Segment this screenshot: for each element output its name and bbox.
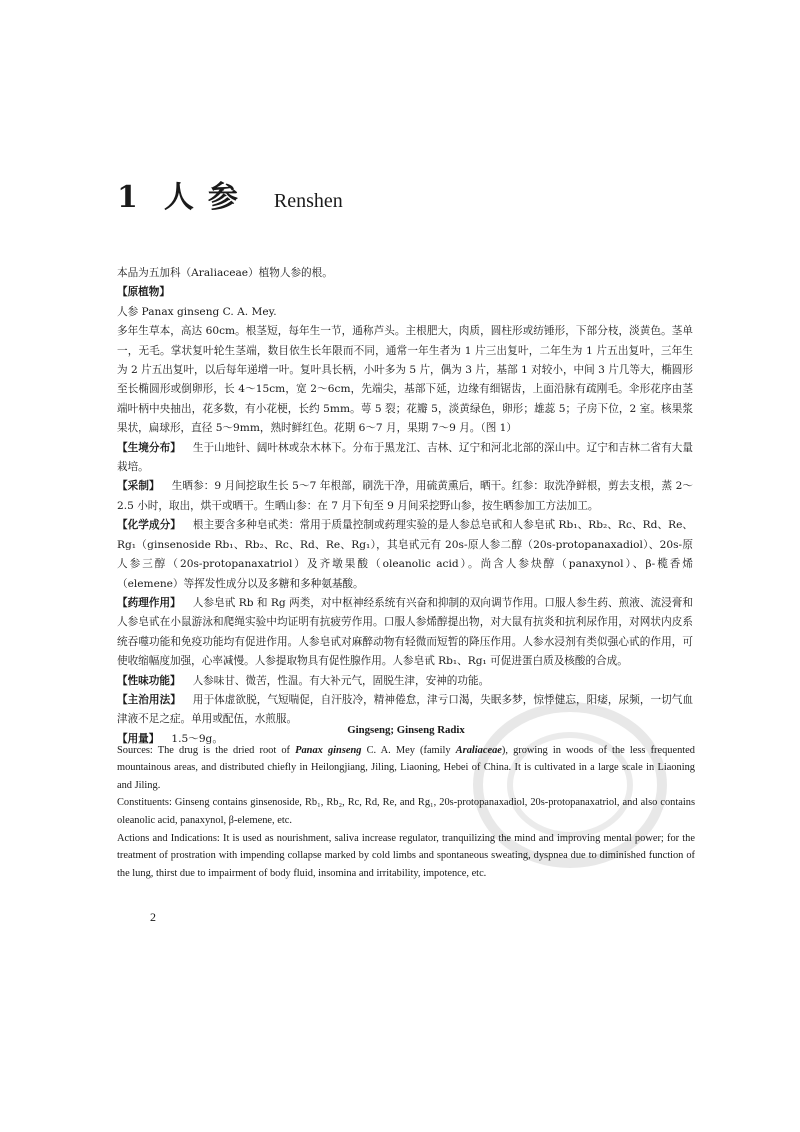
chem-text: 根主要含多种皂甙类：常用于质量控制或药理实验的是人参总皂甙和人参皂甙 Rb₁、Rb₂、Rc、Rd、Re、Rg₁（ginsenoside Rb₁、Rb₂、Rc、Rd、Re、Rg₁），其皂甙元有 20s-原人参二醇（20s-protopanaxadiol）、20s-原人参三醇（20s-protopanaxatriol）及齐墩果酸（oleanolic acid）。尚含人参炔醇（panaxynol）、β-榄香烯（elemene）等挥发性成分以及多糖和多种氨基酸。 (117, 519, 693, 590)
sources-text-post: ), growing in woods of the less frequented mountainous areas, and distributed chiefly in Heilongjiang, Jiling, Liaoning, Hebei of China. It is cultivated in a large scale in Liaoning and Jiling. (117, 744, 695, 791)
english-summary (117, 722, 695, 882)
entry-pinyin-name: Renshen (273, 190, 343, 212)
intro-text: 本品为五加科（Araliaceae）植物人参的根。 (117, 267, 333, 279)
english-constituents (117, 794, 695, 829)
habitat-text: 生于山地针、阔叶林或杂木林下。分布于黑龙江、吉林、辽宁和河北北部的深山中。辽宁和吉林二省有大量栽培。 (117, 441, 694, 474)
chinese-body (117, 264, 693, 749)
sources-text-mid: C. A. Mey (family (361, 744, 456, 756)
section-head-chem: 【化学成分】 (117, 519, 181, 532)
plant-name: 人参 Panax ginseng C. A. Mey. (117, 305, 277, 318)
constituents-label: Constituents: (117, 797, 172, 809)
section-pharm (117, 594, 693, 672)
dose-text: 1.5～9g。 (171, 732, 223, 745)
entry-title (117, 172, 343, 216)
section-head-collect: 【采制】 (117, 480, 160, 493)
section-nature (117, 672, 693, 691)
sources-label: Sources: (117, 744, 153, 756)
english-sources (117, 742, 695, 795)
section-collect (117, 477, 693, 516)
entry-chinese-name: 人参 (163, 180, 252, 215)
sources-text-pre: The drug is the dried root of (152, 744, 296, 756)
section-head-plant: 【原植物】 (117, 286, 170, 299)
english-actions (117, 830, 695, 883)
section-habitat (117, 439, 693, 478)
page-number: 2 (150, 910, 156, 924)
collect-text: 生晒参：9 月间挖取生长 5～7 年根部，刷洗干净，用硫黄熏后，晒干。红参：取洗净鲜根，剪去支根，蒸 2～2.5 小时，取出，烘干或晒干。生晒山参：在 7 月下旬至 9 月间采挖野山参，按生晒参加工方法加工。 (117, 480, 694, 512)
section-head-pharm: 【药理作用】 (117, 596, 181, 609)
pharm-text: 人参皂甙 Rb 和 Rg 两类，对中枢神经系统有兴奋和抑制的双向调节作用。口服人参生药、煎液、流浸膏和人参皂甙在小鼠游泳和爬绳实验中均证明有抗疲劳作用。口服人参烯醇提出物，对大鼠有抗炎和抗利尿作用，对网状内皮系统吞噬功能和免疫功能均有促进作用。人参皂甙对麻醉动物有轻微而短暂的降压作用。人参水浸剂有类似强心甙的作用，可使收缩幅度加强，心率减慢。人参提取物具有促性腺作用。人参皂甙 Rb₁、Rg₁ 可促进蛋白质及核酸的合成。 (117, 596, 694, 668)
actions-label: Actions and Indications: (117, 832, 220, 844)
section-chem (117, 516, 693, 594)
actions-text: It is used as nourishment, saliva increase regulator, tranquilizing the mind and improving mental power; for the treatment of prostration with impending collapse marked by cold limbs and spontaneous sweating, dyspnea due to diminished function of the lung, thirst due to impairment of body fluid, insomina and irritability, impotence, etc. (117, 832, 695, 879)
sources-species: Panax ginseng (295, 744, 362, 756)
nature-text: 人参味甘、微苦，性温。有大补元气，固脱生津，安神的功能。 (192, 674, 490, 687)
section-head-habitat: 【生境分布】 (117, 441, 181, 454)
section-head-nature: 【性味功能】 (117, 674, 181, 687)
entry-number: 1 (117, 180, 138, 215)
constituents-text: Ginseng contains ginsenoside, Rb₁, Rb₂, Rc, Rd, Re, and Rg₁, 20s-protopanaxadiol, 20s-protopanaxatriol, and also contains oleanolic acid, panaxynol, β-elemene, etc. (117, 797, 695, 826)
sources-family: Araliaceae (455, 744, 502, 756)
section-head-use: 【主治用法】 (117, 693, 181, 706)
use-text: 用于体虚欲脱，气短喘促，自汗肢冷，精神倦怠，津亏口渴，失眠多梦，惊悸健忘，阳痿，尿频，一切气血津液不足之症。单用或配伍，水煎服。 (117, 693, 694, 726)
plant-description: 多年生草本，高达 60cm。根茎短，每年生一节，通称芦头。主根肥大，肉质，圆柱形或纺锤形，下部分枝，淡黄色。茎单一，无毛。掌状复叶轮生茎端，数目依生长年限而不同，通常一年生者为 1 片三出复叶，二年生为 1 片五出复叶，三年生为 2 片五出复叶，以后每年递增一叶。复叶具长柄，小叶多为 5 片，偶为 3 片，基部 1 对较小，中间 3 片几等大，椭圆形至长椭圆形或倒卵形，长 4～15cm，宽 2～6cm，先端尖，基部下延，边缘有细锯齿，上面沿脉有疏刚毛。伞形花序由茎端叶柄中央抽出，花多数，有小花梗，长约 5mm。萼 5 裂；花瓣 5，淡黄绿色，卵形；雄蕊 5；子房下位，2 室。核果浆果状，扁球形，直径 5～9mm，熟时鲜红色。花期 6～7 月，果期 7～9 月。（图 1） (117, 325, 693, 435)
english-title: Gingseng; Ginseng Radix (347, 724, 465, 736)
section-head-dose: 【用量】 (117, 732, 160, 745)
